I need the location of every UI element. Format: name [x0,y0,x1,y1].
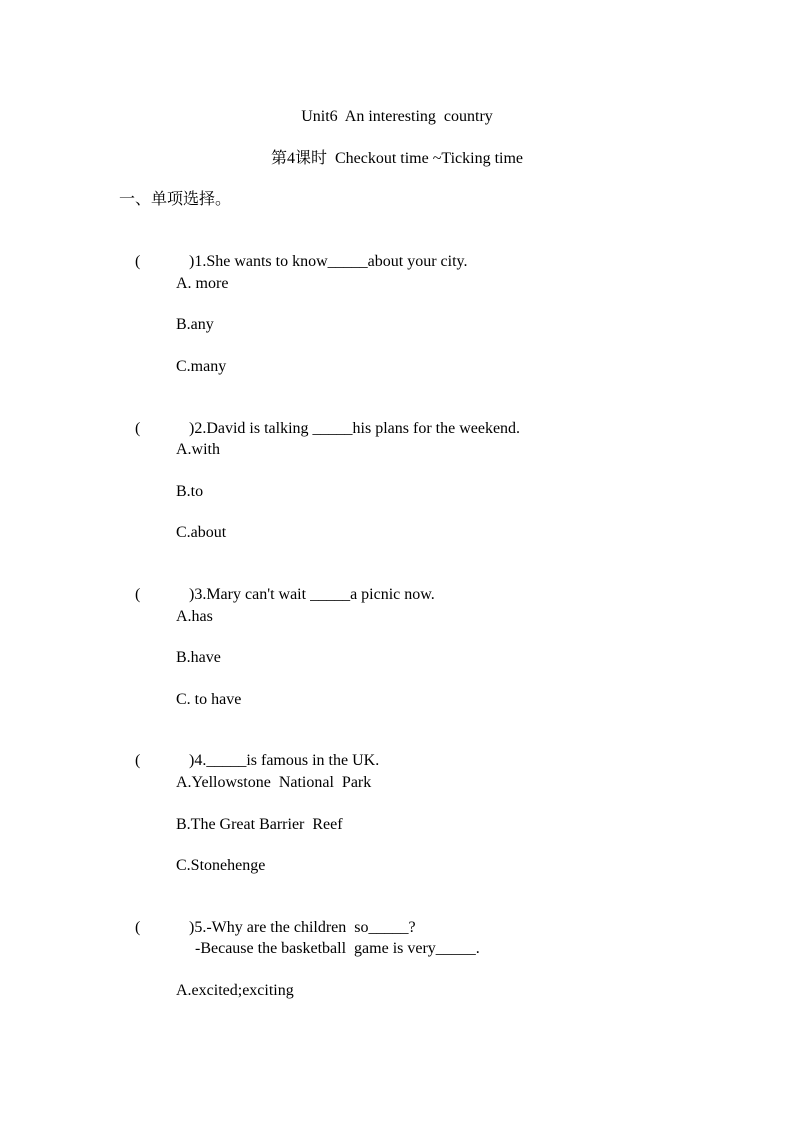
question-2-option-a: A.with [176,441,220,458]
question-3-option-a: A.has [176,608,213,625]
question-4-option-b: B.The Great Barrier Reef [176,816,343,833]
question-5-continuation: -Because the basketball game is very_____. [195,940,480,957]
question-text: )3.Mary can't wait _____a picnic now. [189,586,435,603]
answer-paren[interactable]: ( [135,253,141,270]
question-2-option-b: B.to [176,483,204,500]
section-heading: 一、单项选择。 [119,191,232,208]
question-1-option-a: A. more [176,275,229,292]
question-2-option-c: C.about [176,524,227,541]
question-1-option-b: B.any [176,316,214,333]
question-text: )1.She wants to know_____about your city. [189,253,468,270]
question-1-option-c: C.many [176,358,227,375]
page-subtitle: 第4课时 Checkout time ~Ticking time [270,150,524,167]
question-3 [119,565,435,625]
question-text: )4._____is famous in the UK. [189,752,380,769]
page-title: Unit6 An interesting country [301,108,493,125]
question-3-option-b: B.have [176,649,221,666]
question-3-option-c: C. to have [176,691,242,708]
question-1 [119,232,467,292]
question-text: )5.-Why are the children so_____? [189,919,416,936]
answer-paren[interactable]: ( [135,420,141,437]
question-4-option-a: A.Yellowstone National Park [176,774,372,791]
answer-paren[interactable]: ( [135,586,141,603]
question-text: )2.David is talking _____his plans for the weekend. [189,420,521,437]
answer-paren[interactable]: ( [135,752,141,769]
answer-paren[interactable]: ( [135,919,141,936]
question-5-option-a: A.excited;exciting [176,982,294,999]
question-4-option-c: C.Stonehenge [176,857,266,874]
